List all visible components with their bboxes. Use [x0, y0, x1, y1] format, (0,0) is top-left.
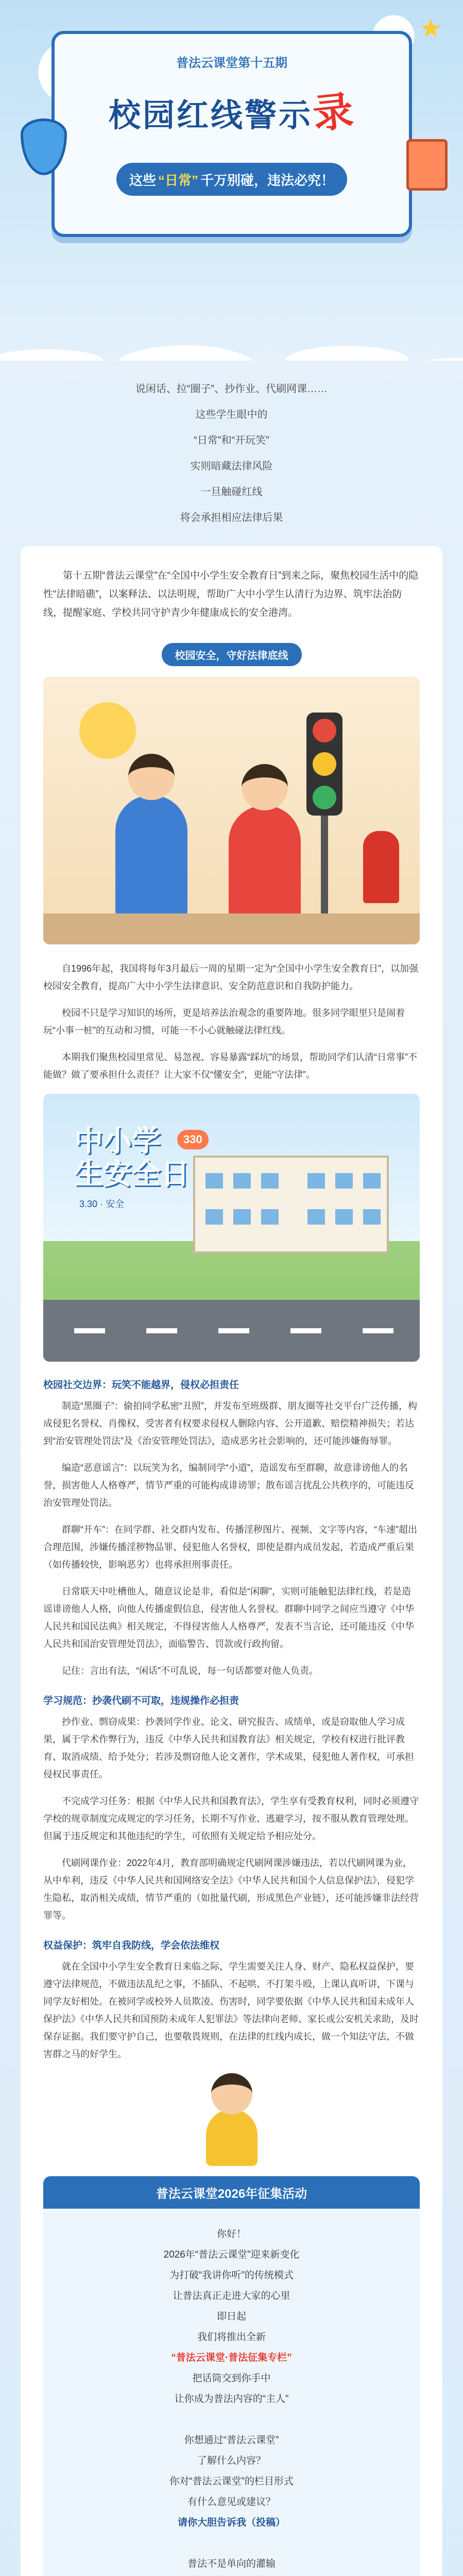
road-stripe — [363, 1328, 393, 1333]
cloud-decoration — [0, 278, 463, 361]
paragraph: 代刷网课作业：2022年4月，教育部明确规定代刷网课涉嫌违法，若以代刷网课为业，从中牟利，违反《中华人民共和国网络安全法》《中华人民共和国个人信息保护法》，侵犯学生隐私，取消相关成绩，情节严重的（如批量代刷，形成黑色产业链），还可能涉嫌非法经营罪等。 — [43, 1858, 419, 1921]
event-poem-line: 你对“普法云课堂”的栏目形式 — [169, 2476, 294, 2487]
article-card — [21, 546, 442, 2576]
illustration-caption: 3.30 · 安全 — [79, 1199, 125, 1209]
mascot-figure — [191, 2073, 273, 2166]
event-poem-line: 了解什么内容？ — [197, 2455, 266, 2466]
event-poem-spacer — [43, 2410, 420, 2430]
traffic-light-pole — [321, 816, 328, 929]
paragraph: 校园不只是学习知识的场所，更是培养法治观念的重要阵地。很多同学眼里只是闹着玩“小事一桩”的互动和习惯，可能一不小心就触碰法律红线。 — [43, 1008, 405, 1036]
student-figure — [115, 795, 187, 919]
hero-title — [55, 80, 409, 138]
hero-title-accent: 录 — [311, 87, 358, 138]
student-figure — [229, 805, 301, 924]
sun-icon — [79, 702, 136, 759]
event-poem-line: 让你成为普法内容的“主人” — [174, 2394, 289, 2404]
illustration-title-line: 中小学 — [74, 1125, 161, 1157]
event-poem-spacer — [43, 2533, 420, 2554]
illustration-title-line: 生安全日 — [74, 1158, 190, 1190]
book-icon — [406, 139, 448, 191]
ground — [43, 913, 420, 944]
road-stripe — [74, 1328, 105, 1333]
event-poem-line: “普法云课堂·普法征集专栏” — [171, 2352, 292, 2363]
tagline-highlight: “日常” — [158, 172, 198, 188]
intro-line: 实则暗藏法律风险 — [190, 461, 273, 472]
safety-illustration — [43, 676, 420, 944]
event-poem-line: 即日起 — [216, 2311, 246, 2322]
intro-line: 一旦触碰红线 — [200, 486, 263, 498]
event-poem-line: 2026年“普法云课堂”迎来新变化 — [163, 2249, 300, 2260]
hero-subtitle: 普法云课堂第十五期 — [176, 56, 287, 70]
tagline-before: 这些 — [129, 172, 156, 188]
paragraph: 编造“恶意谣言”：以玩笑为名，编制同学“小道”，造谣发布至群聊，故意诽谤他人的名誉，损害他人人格尊严，情节严重的可能构成诽谤罪；散布谣言扰乱公共秩序的，可能违反治安管理处罚法。 — [43, 1463, 414, 1508]
event-poem-line: 有什么意见或建议？ — [187, 2497, 276, 2507]
event-poem-line: 你想通过“普法云课堂” — [184, 2435, 279, 2446]
paragraph: 日常联天中吐槽他人，随意议论是非，看似是“闲聊”，实则可能触犯法律红线，若是造谣诽谤他人人格，向他人传播虚假信息，侵害他人名誉权。群聊中同学之间应当遵守《中华人民共和国民法典》相关规定，不得侵害他人人格尊严，发表不当言论，还可能违反《中华人民共和国治安管理处罚法》，面临警告、罚款或行政拘留。 — [43, 1586, 414, 1649]
student-head — [242, 764, 288, 810]
road-stripe — [290, 1328, 321, 1333]
illustration-title — [74, 1125, 190, 1191]
section-heading: 校园社交边界：玩笑不能越界，侵权必担责任 — [43, 1380, 239, 1391]
intro-line: 这些学生眼中的 — [195, 409, 268, 420]
event-poem-line: 普法不是单向的灌输 — [187, 2558, 276, 2569]
paragraph: 记住：言出有法，“闲话”不可乱说，每一句话都要对他人负责。 — [62, 1666, 318, 1676]
intro-line: 将会承担相应法律后果 — [180, 512, 283, 523]
lead-paragraph: 第十五期“普法云课堂”在“全国中小学生安全教育日”到来之际，聚焦校园生活中的隐性“法律暗礁”，以案释法、以法明规，帮助广大中小学生认清行为边界、筑牢法治防线，提醒家庭、学校共同守护青少年健康成长的安全港湾。 — [43, 570, 419, 618]
section-pill: 校园安全，守好法律底线 — [162, 643, 302, 666]
paragraph: 抄作业、剽窃成果：抄袭同学作业、论文、研究报告、成绩单，或是窃取他人学习成果，属于学术作弊行为，违反《中华人民共和国教育法》相关规定，学校有权进行批评教育、取消成绩、给予处分；若涉及剽窃他人论文著作，学术成果，侵犯他人著作权，可承担侵权民事责任。 — [43, 1717, 414, 1780]
paragraph: 不完成学习任务：根据《中华人民共和国教育法》，学生享有受教育权利，同时必须遵守学校的规章制度完成规定的学习任务，长期不写作业、逃避学习，按不服从教育管理处理。但属于违反规定和其他违纪的学生，可依照有关规定给予相应处分。 — [43, 1796, 419, 1841]
paragraph: 群聊“开车”：在同学群、社交群内发布、传播淫秽图片、视频、文字等内容，“车速”超出合理范围，涉嫌传播淫秽物品罪、侵犯他人名誉权，即使是群内成员发起，若造成严重后果（如传播较快，影响恶劣）也将承担刑事责任。 — [43, 1524, 417, 1570]
event-poem — [43, 2209, 420, 2576]
traffic-light-icon — [306, 713, 342, 816]
tagline-after: 千万别碰，违法必究！ — [200, 172, 335, 188]
fire-hydrant-icon — [363, 831, 399, 903]
school-building — [193, 1156, 389, 1253]
school-illustration — [43, 1094, 420, 1362]
road-stripe — [146, 1328, 177, 1333]
intro-line: 说闲话、拉“圈子”、抄作业、代刷网课…… — [135, 383, 328, 395]
event-poem-line: 请你大胆告诉我（投稿） — [177, 2517, 285, 2528]
event-poem-line: 把话筒交到你手中 — [192, 2373, 271, 2384]
paragraph: 制造“黑圈子”：偷拍同学私密“丑照”，并发布至班级群、朋友圈等社交平台广泛传播，构成侵犯名誉权、肖像权、受害者有权要求侵权人删除内容、公开道歉、赔偿精神损失；若达到“治安管理处罚法”及《治安管理处罚法》，造成恶劣社会影响的，还可能涉嫌侮辱罪。 — [43, 1401, 417, 1446]
road-stripe — [218, 1328, 249, 1333]
date-badge: 330 — [177, 1130, 209, 1149]
star-icon: ★ — [419, 14, 442, 43]
event-poem-line: 我们将推出全新 — [197, 2332, 266, 2343]
hero-tagline — [116, 163, 347, 196]
paragraph: 自1996年起，我国将每年3月最后一周的星期一定为“全国中小学生安全教育日”，以加强校园安全教育，提高广大中小学生法律意识、安全防范意识和自我防护能力。 — [43, 963, 419, 991]
paragraph: 本期我们聚焦校园里常见、易忽视、容易暴露“踩坑”的场景，帮助同学们认清“日常事”不能做？做了要承担什么责任？让大家不仅“懂安全”，更能“守法律”。 — [43, 1052, 417, 1080]
paragraph: 就在全国中小学生安全教育日来临之际，学生需要关注人身、财产、隐私权益保护，要遵守法律规范，不做违法乱纪之事，不插队、不起哄、不打架斗殴，上课认真听讲，下课与同学友好相处。在被同学或校外人员欺凌、伤害时，同学要依据《中华人民共和国未成年人保护法》《中华人民共和国预防未成年人犯罪法》等法律向老师、家长或公安机关求助，及时保存证据。我们要守护自己，也要敬畏规则，在法律的红线内成长，做一个知法守法、不做害群之马的好学生。 — [43, 1961, 419, 2059]
section-heading: 学习规范：抄袭代刷不可取，违规操作必担责 — [43, 1696, 239, 1706]
section-heading: 权益保护：筑牢自我防线，学会依法维权 — [43, 1940, 220, 1951]
event-greeting: 你好！ — [216, 2229, 246, 2240]
intro-line: “日常”和“开玩笑” — [194, 435, 269, 446]
student-head — [128, 754, 175, 800]
event-panel — [43, 2176, 420, 2576]
event-poem-line: 让普法真正走进大家的心里 — [173, 2291, 290, 2301]
event-poem-line: 为打破“我讲你听”的传统模式 — [169, 2270, 294, 2281]
hero-banner — [0, 0, 463, 361]
hero-title-main: 校园红线警示 — [108, 98, 313, 133]
intro-poem — [0, 361, 463, 541]
hero-board — [52, 31, 412, 237]
event-heading: 普法云课堂2026年征集活动 — [43, 2176, 420, 2209]
